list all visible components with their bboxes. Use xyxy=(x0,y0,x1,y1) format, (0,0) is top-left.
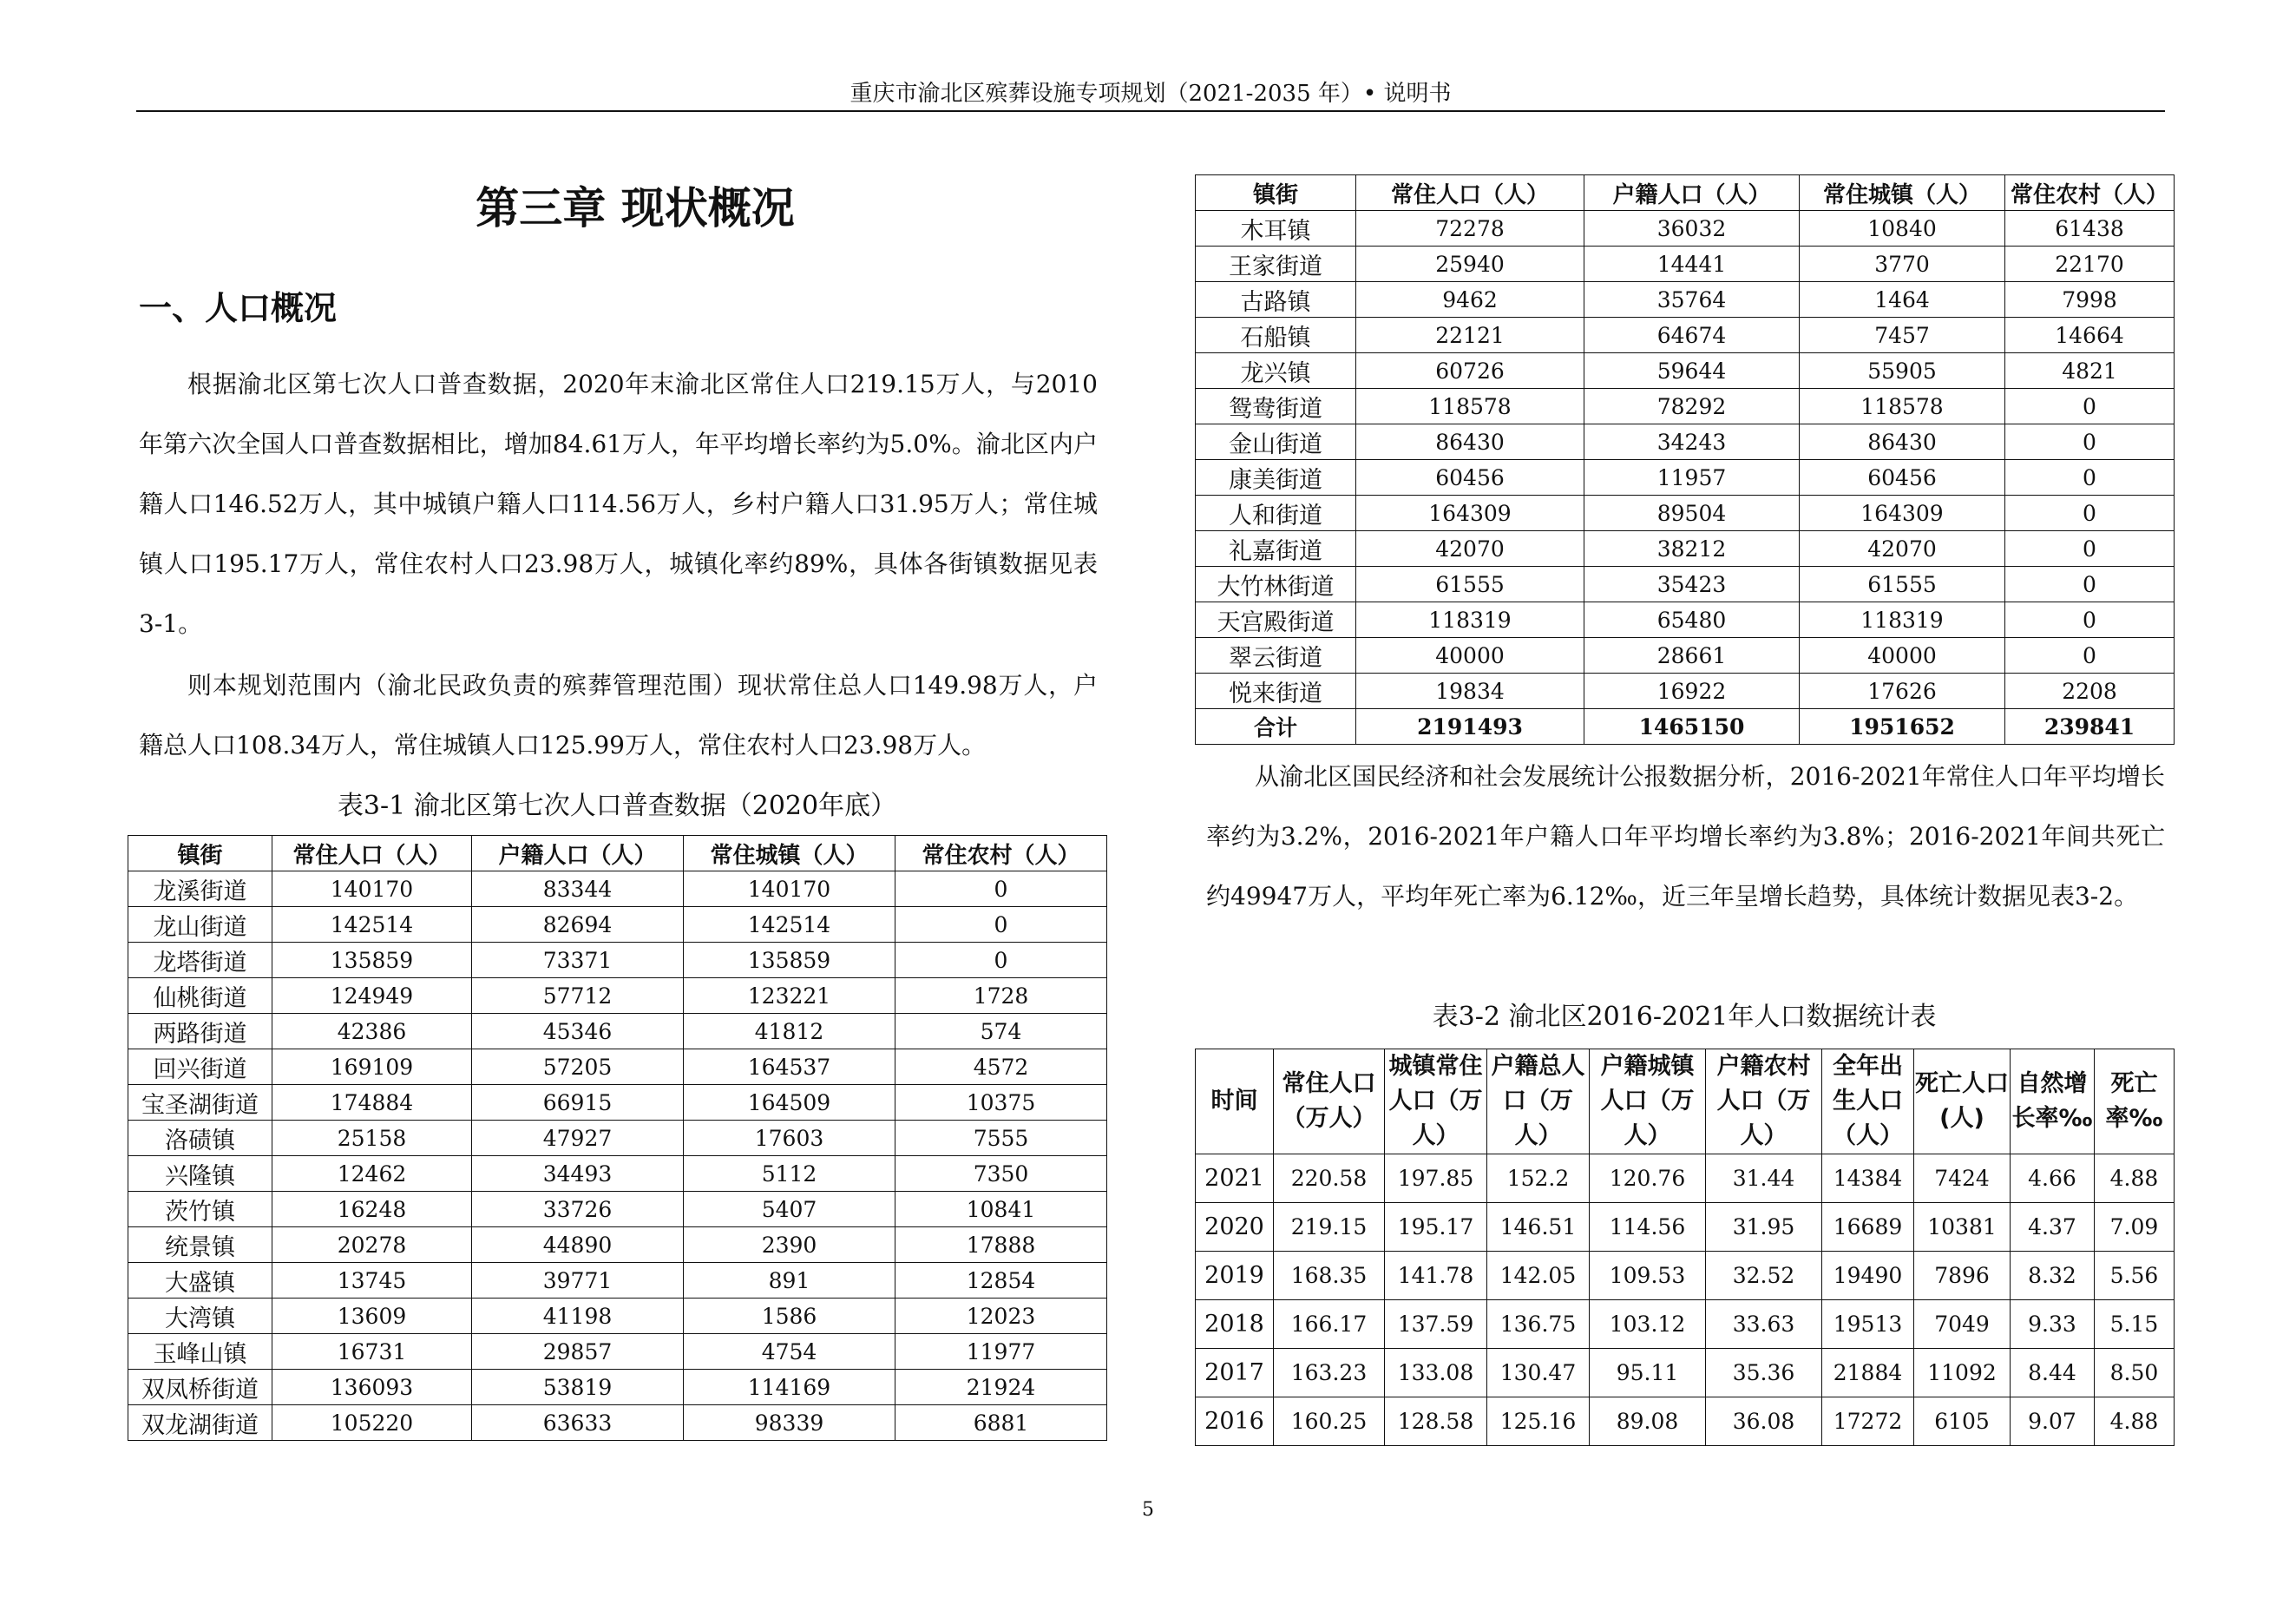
table-cell: 164537 xyxy=(684,1049,895,1085)
table-cell: 4821 xyxy=(2005,353,2175,389)
table-cell: 玉峰山镇 xyxy=(128,1334,272,1370)
table-cell: 60456 xyxy=(1356,460,1584,496)
table-cell: 0 xyxy=(895,943,1107,978)
table-cell: 10381 xyxy=(1914,1203,2011,1252)
table-cell: 4572 xyxy=(895,1049,1107,1085)
table-cell: 61555 xyxy=(1800,567,2005,602)
table-cell: 双凤桥街道 xyxy=(128,1370,272,1405)
table-cell: 124949 xyxy=(272,978,472,1014)
table-cell: 7049 xyxy=(1914,1300,2011,1349)
table-cell: 19490 xyxy=(1822,1252,1914,1300)
table-cell: 105220 xyxy=(272,1405,472,1441)
census-table-part2 xyxy=(1195,174,2175,745)
table-row xyxy=(1196,318,2175,353)
table-cell: 古路镇 xyxy=(1196,282,1356,318)
table-cell: 98339 xyxy=(684,1405,895,1441)
table-cell: 仙桃街道 xyxy=(128,978,272,1014)
table-cell: 135859 xyxy=(272,943,472,978)
table-cell: 21884 xyxy=(1822,1349,1914,1397)
table-cell: 118319 xyxy=(1800,602,2005,638)
table-cell: 574 xyxy=(895,1014,1107,1049)
table-row xyxy=(128,1014,1107,1049)
table-cell: 47927 xyxy=(472,1121,684,1156)
table-cell: 0 xyxy=(2005,389,2175,424)
column-header: 常住人口（人） xyxy=(272,836,472,871)
total-cell: 2191493 xyxy=(1356,709,1584,745)
table-cell: 14384 xyxy=(1822,1154,1914,1203)
table-cell: 114.56 xyxy=(1590,1203,1706,1252)
table-cell: 16731 xyxy=(272,1334,472,1370)
table-row xyxy=(1196,460,2175,496)
table-row xyxy=(128,978,1107,1014)
table-row xyxy=(1196,531,2175,567)
table-cell: 4.66 xyxy=(2011,1154,2095,1203)
column-header: 户籍城镇人口（万人） xyxy=(1590,1049,1706,1154)
table-cell: 两路街道 xyxy=(128,1014,272,1049)
table-total-row xyxy=(1196,709,2175,745)
table-cell: 29857 xyxy=(472,1334,684,1370)
table-cell: 61555 xyxy=(1356,567,1584,602)
table-cell: 40000 xyxy=(1356,638,1584,674)
table-cell: 10840 xyxy=(1800,211,2005,247)
table-row xyxy=(1196,496,2175,531)
table-cell: 王家街道 xyxy=(1196,247,1356,282)
column-header: 死亡人口(人) xyxy=(1914,1049,2011,1154)
table-row xyxy=(128,1405,1107,1441)
table-cell: 55905 xyxy=(1800,353,2005,389)
table-cell: 63633 xyxy=(472,1405,684,1441)
table-cell: 60456 xyxy=(1800,460,2005,496)
table-cell: 125.16 xyxy=(1487,1397,1590,1446)
column-header: 城镇常住人口（万人） xyxy=(1385,1049,1487,1154)
table-cell: 164309 xyxy=(1356,496,1584,531)
table-cell: 33.63 xyxy=(1706,1300,1822,1349)
table-cell: 7.09 xyxy=(2095,1203,2175,1252)
table-cell: 0 xyxy=(2005,424,2175,460)
table-cell: 33726 xyxy=(472,1192,684,1227)
table-cell: 2017 xyxy=(1196,1349,1274,1397)
table-cell: 123221 xyxy=(684,978,895,1014)
column-header: 常住农村（人） xyxy=(895,836,1107,871)
table-cell: 118319 xyxy=(1356,602,1584,638)
table-cell: 人和街道 xyxy=(1196,496,1356,531)
table-cell: 统景镇 xyxy=(128,1227,272,1263)
table-cell: 7998 xyxy=(2005,282,2175,318)
table-3-2-caption: 表3-2 渝北区2016-2021年人口数据统计表 xyxy=(1432,1002,1937,1032)
table-cell: 17888 xyxy=(895,1227,1107,1263)
table-row xyxy=(1196,353,2175,389)
table-cell: 0 xyxy=(2005,496,2175,531)
table-cell: 0 xyxy=(2005,567,2175,602)
table-row xyxy=(1196,602,2175,638)
table-cell: 141.78 xyxy=(1385,1252,1487,1300)
table-cell: 1464 xyxy=(1800,282,2005,318)
table-cell: 86430 xyxy=(1800,424,2005,460)
table-cell: 石船镇 xyxy=(1196,318,1356,353)
column-header: 户籍人口（人） xyxy=(1584,175,1800,211)
table-cell: 茨竹镇 xyxy=(128,1192,272,1227)
table-row xyxy=(1196,1252,2175,1300)
table-cell: 5.56 xyxy=(2095,1252,2175,1300)
table-cell: 0 xyxy=(895,907,1107,943)
total-cell: 239841 xyxy=(2005,709,2175,745)
table-cell: 169109 xyxy=(272,1049,472,1085)
column-header: 户籍人口（人） xyxy=(472,836,684,871)
column-header: 常住农村（人） xyxy=(2005,175,2175,211)
table-cell: 219.15 xyxy=(1274,1203,1385,1252)
total-cell: 1465150 xyxy=(1584,709,1800,745)
table-cell: 142.05 xyxy=(1487,1252,1590,1300)
table-row xyxy=(128,1121,1107,1156)
chapter-title: 第三章 现状概况 xyxy=(476,183,795,233)
column-header: 户籍总人口（万人） xyxy=(1487,1049,1590,1154)
table-cell: 13609 xyxy=(272,1299,472,1334)
table-cell: 7350 xyxy=(895,1156,1107,1192)
column-header: 镇街 xyxy=(128,836,272,871)
table-cell: 142514 xyxy=(272,907,472,943)
table-cell: 61438 xyxy=(2005,211,2175,247)
table-cell: 5112 xyxy=(684,1156,895,1192)
table-cell: 2019 xyxy=(1196,1252,1274,1300)
table-cell: 42386 xyxy=(272,1014,472,1049)
table-header-row xyxy=(1196,175,2175,211)
table-cell: 166.17 xyxy=(1274,1300,1385,1349)
table-cell: 163.23 xyxy=(1274,1349,1385,1397)
table-cell: 8.44 xyxy=(2011,1349,2095,1397)
table-cell: 22170 xyxy=(2005,247,2175,282)
total-cell: 1951652 xyxy=(1800,709,2005,745)
table-cell: 10375 xyxy=(895,1085,1107,1121)
table-cell: 9.33 xyxy=(2011,1300,2095,1349)
table-cell: 35.36 xyxy=(1706,1349,1822,1397)
table-row xyxy=(1196,1203,2175,1252)
table-row xyxy=(1196,1349,2175,1397)
table-cell: 66915 xyxy=(472,1085,684,1121)
table-cell: 135859 xyxy=(684,943,895,978)
table-cell: 174884 xyxy=(272,1085,472,1121)
table-row xyxy=(128,943,1107,978)
table-row xyxy=(1196,211,2175,247)
table-cell: 57205 xyxy=(472,1049,684,1085)
table-cell: 22121 xyxy=(1356,318,1584,353)
table-row xyxy=(1196,1300,2175,1349)
table-cell: 59644 xyxy=(1584,353,1800,389)
table-cell: 152.2 xyxy=(1487,1154,1590,1203)
column-header: 常住城镇（人） xyxy=(1800,175,2005,211)
table-cell: 41812 xyxy=(684,1014,895,1049)
table-cell: 82694 xyxy=(472,907,684,943)
table-cell: 2208 xyxy=(2005,674,2175,709)
table-cell: 35423 xyxy=(1584,567,1800,602)
table-cell: 142514 xyxy=(684,907,895,943)
table-cell: 龙兴镇 xyxy=(1196,353,1356,389)
table-cell: 12854 xyxy=(895,1263,1107,1299)
table-cell: 12023 xyxy=(895,1299,1107,1334)
table-cell: 0 xyxy=(2005,638,2175,674)
table-cell: 17272 xyxy=(1822,1397,1914,1446)
table-row xyxy=(1196,389,2175,424)
table-row xyxy=(128,1299,1107,1334)
column-header: 常住城镇（人） xyxy=(684,836,895,871)
table-cell: 7555 xyxy=(895,1121,1107,1156)
table-cell: 891 xyxy=(684,1263,895,1299)
table-cell: 45346 xyxy=(472,1014,684,1049)
population-stats-table xyxy=(1195,1049,2175,1446)
table-cell: 0 xyxy=(895,871,1107,907)
table-cell: 13745 xyxy=(272,1263,472,1299)
table-row xyxy=(128,1156,1107,1192)
table-cell: 4.37 xyxy=(2011,1203,2095,1252)
table-cell: 2016 xyxy=(1196,1397,1274,1446)
total-cell: 合计 xyxy=(1196,709,1356,745)
table-cell: 78292 xyxy=(1584,389,1800,424)
table-row xyxy=(1196,247,2175,282)
table-cell: 89.08 xyxy=(1590,1397,1706,1446)
table-header-row xyxy=(1196,1049,2175,1154)
table-cell: 大盛镇 xyxy=(128,1263,272,1299)
table-cell: 128.58 xyxy=(1385,1397,1487,1446)
table-cell: 20278 xyxy=(272,1227,472,1263)
table-cell: 回兴街道 xyxy=(128,1049,272,1085)
table-cell: 4.88 xyxy=(2095,1397,2175,1446)
table-cell: 8.32 xyxy=(2011,1252,2095,1300)
table-cell: 40000 xyxy=(1800,638,2005,674)
table-cell: 9462 xyxy=(1356,282,1584,318)
table-row xyxy=(128,1192,1107,1227)
table-cell: 双龙湖街道 xyxy=(128,1405,272,1441)
table-cell: 7457 xyxy=(1800,318,2005,353)
table-cell: 140170 xyxy=(272,871,472,907)
table-cell: 73371 xyxy=(472,943,684,978)
table-cell: 118578 xyxy=(1356,389,1584,424)
table-row xyxy=(128,1049,1107,1085)
table-cell: 1586 xyxy=(684,1299,895,1334)
table-cell: 72278 xyxy=(1356,211,1584,247)
table-cell: 103.12 xyxy=(1590,1300,1706,1349)
table-cell: 兴隆镇 xyxy=(128,1156,272,1192)
table-cell: 136093 xyxy=(272,1370,472,1405)
table-cell: 大湾镇 xyxy=(128,1299,272,1334)
table-cell: 86430 xyxy=(1356,424,1584,460)
table-cell: 42070 xyxy=(1356,531,1584,567)
table-cell: 6105 xyxy=(1914,1397,2011,1446)
table-cell: 4754 xyxy=(684,1334,895,1370)
table-row xyxy=(128,1334,1107,1370)
table-cell: 11977 xyxy=(895,1334,1107,1370)
table-cell: 114169 xyxy=(684,1370,895,1405)
table-cell: 130.47 xyxy=(1487,1349,1590,1397)
table-cell: 8.50 xyxy=(2095,1349,2175,1397)
table-cell: 11957 xyxy=(1584,460,1800,496)
table-cell: 168.35 xyxy=(1274,1252,1385,1300)
paragraph-planning-scope: 则本规划范围内（渝北民政负责的殡葬管理范围）现状常住总人口149.98万人，户籍总人口108.34万人，常住城镇人口125.99万人，常住农村人口23.98万人。 xyxy=(139,671,1098,759)
paragraph-census-summary: 根据渝北区第七次人口普查数据，2020年末渝北区常住人口219.15万人，与2010年第六次全国人口普查数据相比，增加84.61万人，年平均增长率约为5.0%。渝北区内户籍人口146.52万人，其中城镇户籍人口114.56万人，乡村户籍人口31.95万人；常住城镇人口195.17万人，常住农村人口23.98万人，城镇化率约89%，具体各街镇数据见表3-1。 xyxy=(139,370,1098,638)
table-cell: 6881 xyxy=(895,1405,1107,1441)
table-cell: 3770 xyxy=(1800,247,2005,282)
section-heading: 一、人口概况 xyxy=(139,289,338,327)
table-cell: 39771 xyxy=(472,1263,684,1299)
table-cell: 宝圣湖街道 xyxy=(128,1085,272,1121)
table-cell: 136.75 xyxy=(1487,1300,1590,1349)
table-cell: 28661 xyxy=(1584,638,1800,674)
table-row xyxy=(128,1227,1107,1263)
table-cell: 木耳镇 xyxy=(1196,211,1356,247)
table-cell: 2021 xyxy=(1196,1154,1274,1203)
table-row xyxy=(1196,424,2175,460)
table-cell: 53819 xyxy=(472,1370,684,1405)
table-row xyxy=(128,907,1107,943)
table-cell: 翠云街道 xyxy=(1196,638,1356,674)
header-divider xyxy=(136,110,2165,112)
table-cell: 118578 xyxy=(1800,389,2005,424)
table-cell: 16689 xyxy=(1822,1203,1914,1252)
table-cell: 悦来街道 xyxy=(1196,674,1356,709)
table-row xyxy=(1196,638,2175,674)
table-cell: 2018 xyxy=(1196,1300,1274,1349)
column-header: 时间 xyxy=(1196,1049,1274,1154)
table-cell: 164509 xyxy=(684,1085,895,1121)
table-cell: 龙塔街道 xyxy=(128,943,272,978)
table-cell: 龙山街道 xyxy=(128,907,272,943)
table-cell: 32.52 xyxy=(1706,1252,1822,1300)
table-cell: 16922 xyxy=(1584,674,1800,709)
table-row xyxy=(128,1085,1107,1121)
table-cell: 25940 xyxy=(1356,247,1584,282)
table-cell: 龙溪街道 xyxy=(128,871,272,907)
column-header: 全年出生人口（人） xyxy=(1822,1049,1914,1154)
table-cell: 140170 xyxy=(684,871,895,907)
table-cell: 89504 xyxy=(1584,496,1800,531)
table-cell: 36.08 xyxy=(1706,1397,1822,1446)
table-cell: 19834 xyxy=(1356,674,1584,709)
table-cell: 1728 xyxy=(895,978,1107,1014)
column-header: 常住人口（人） xyxy=(1356,175,1584,211)
table-cell: 17626 xyxy=(1800,674,2005,709)
table-cell: 160.25 xyxy=(1274,1397,1385,1446)
table-cell: 7424 xyxy=(1914,1154,2011,1203)
census-table-part1 xyxy=(128,835,1107,1441)
table-cell: 19513 xyxy=(1822,1300,1914,1349)
table-row xyxy=(1196,674,2175,709)
table-cell: 83344 xyxy=(472,871,684,907)
table-cell: 5.15 xyxy=(2095,1300,2175,1349)
table-cell: 大竹林街道 xyxy=(1196,567,1356,602)
table-cell: 鸳鸯街道 xyxy=(1196,389,1356,424)
table-cell: 2390 xyxy=(684,1227,895,1263)
table-cell: 197.85 xyxy=(1385,1154,1487,1203)
table-row xyxy=(128,1263,1107,1299)
table-cell: 2020 xyxy=(1196,1203,1274,1252)
table-cell: 38212 xyxy=(1584,531,1800,567)
table-cell: 16248 xyxy=(272,1192,472,1227)
table-cell: 5407 xyxy=(684,1192,895,1227)
table-cell: 天宫殿街道 xyxy=(1196,602,1356,638)
column-header: 死亡率‰ xyxy=(2095,1049,2175,1154)
table-cell: 金山街道 xyxy=(1196,424,1356,460)
table-cell: 14664 xyxy=(2005,318,2175,353)
table-cell: 7896 xyxy=(1914,1252,2011,1300)
table-cell: 220.58 xyxy=(1274,1154,1385,1203)
table-cell: 洛碛镇 xyxy=(128,1121,272,1156)
table-cell: 36032 xyxy=(1584,211,1800,247)
table-cell: 4.88 xyxy=(2095,1154,2175,1203)
table-cell: 146.51 xyxy=(1487,1203,1590,1252)
paragraph-statistics-analysis: 从渝北区国民经济和社会发展统计公报数据分析，2016-2021年常住人口年平均增长率约为3.2%，2016-2021年户籍人口年平均增长率约为3.8%；2016-2021年间共死亡约49947万人，平均年死亡率为6.12‰，近三年呈增长趋势，具体统计数据见表3-2。 xyxy=(1206,762,2165,911)
table-row xyxy=(1196,1397,2175,1446)
table-cell: 14441 xyxy=(1584,247,1800,282)
table-cell: 康美街道 xyxy=(1196,460,1356,496)
table-row xyxy=(128,1370,1107,1405)
table-cell: 64674 xyxy=(1584,318,1800,353)
table-cell: 109.53 xyxy=(1590,1252,1706,1300)
column-header: 镇街 xyxy=(1196,175,1356,211)
table-cell: 10841 xyxy=(895,1192,1107,1227)
table-cell: 164309 xyxy=(1800,496,2005,531)
table-cell: 0 xyxy=(2005,460,2175,496)
page-number: 5 xyxy=(1142,1499,1154,1521)
table-cell: 21924 xyxy=(895,1370,1107,1405)
table-cell: 42070 xyxy=(1800,531,2005,567)
table-row xyxy=(1196,282,2175,318)
table-row xyxy=(128,871,1107,907)
column-header: 常住人口（万人） xyxy=(1274,1049,1385,1154)
table-cell: 137.59 xyxy=(1385,1300,1487,1349)
table-cell: 44890 xyxy=(472,1227,684,1263)
table-cell: 25158 xyxy=(272,1121,472,1156)
table-cell: 57712 xyxy=(472,978,684,1014)
column-header: 户籍农村人口（万人） xyxy=(1706,1049,1822,1154)
table-header-row xyxy=(128,836,1107,871)
table-cell: 41198 xyxy=(472,1299,684,1334)
table-cell: 17603 xyxy=(684,1121,895,1156)
running-header: 重庆市渝北区殡葬设施专项规划（2021-2035 年）• 说明书 xyxy=(850,81,1452,107)
table-cell: 95.11 xyxy=(1590,1349,1706,1397)
table-row xyxy=(1196,1154,2175,1203)
table-row xyxy=(1196,567,2175,602)
table-3-1-caption: 表3-1 渝北区第七次人口普查数据（2020年底） xyxy=(337,791,897,821)
table-cell: 35764 xyxy=(1584,282,1800,318)
table-cell: 礼嘉街道 xyxy=(1196,531,1356,567)
column-header: 自然增长率‰ xyxy=(2011,1049,2095,1154)
table-cell: 31.44 xyxy=(1706,1154,1822,1203)
table-cell: 34493 xyxy=(472,1156,684,1192)
table-cell: 65480 xyxy=(1584,602,1800,638)
table-cell: 31.95 xyxy=(1706,1203,1822,1252)
table-cell: 12462 xyxy=(272,1156,472,1192)
table-cell: 0 xyxy=(2005,602,2175,638)
table-cell: 11092 xyxy=(1914,1349,2011,1397)
table-cell: 120.76 xyxy=(1590,1154,1706,1203)
table-cell: 195.17 xyxy=(1385,1203,1487,1252)
table-cell: 0 xyxy=(2005,531,2175,567)
table-cell: 60726 xyxy=(1356,353,1584,389)
table-cell: 133.08 xyxy=(1385,1349,1487,1397)
table-cell: 9.07 xyxy=(2011,1397,2095,1446)
table-cell: 34243 xyxy=(1584,424,1800,460)
